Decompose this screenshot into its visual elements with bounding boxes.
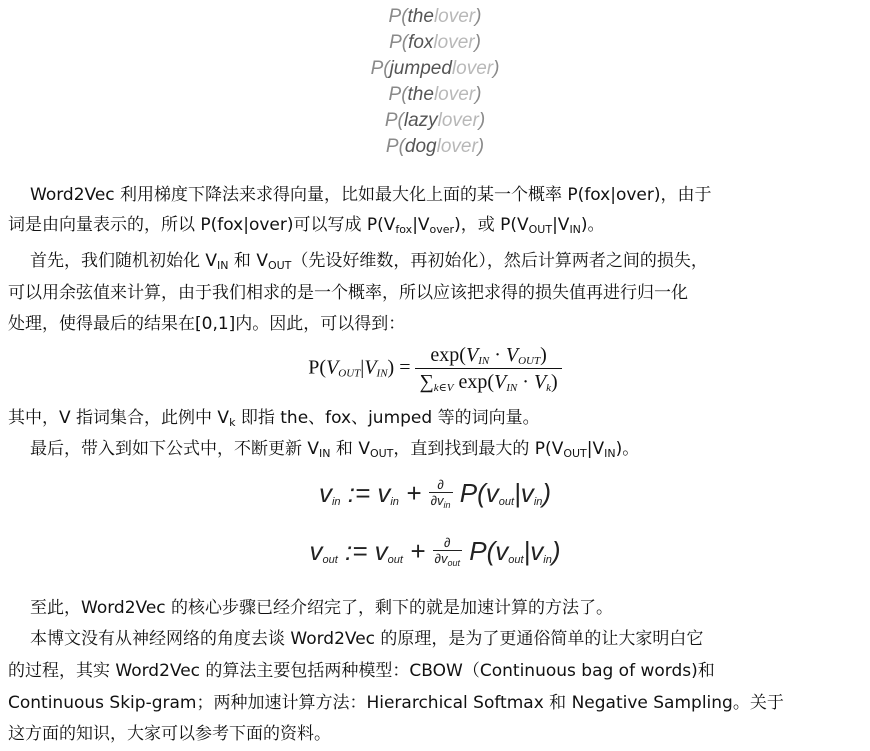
softmax-formula: $P(V_{OUT}|V_{IN})$ = $\frac{\exp(V_{IN} \cdot V_{OUT})}{\sum_{k\in V} \exp(V_{IN} \cdot V_k)}$: [0, 344, 870, 394]
para6-line4: 这方面的知识，大家可以参考下面的资料。: [8, 724, 331, 744]
para1-line1: Word2Vec 利用梯度下降法来求得向量，比如最大化上面的某一个概率 P(fox|over)，由于: [30, 185, 712, 205]
para2-line2: 可以用余弦值来计算，由于我们相求的是一个概率，所以应该把求得的损失值再进行归一化: [8, 283, 688, 303]
prob-row: P(thelover): [388, 84, 482, 105]
prob-row: P(doglover): [385, 136, 485, 157]
para2-line1: 首先，我们随机初始化 $V_{IN}$ 和 $V_{OUT}$（先设好维数，再初始化），然后计算两者之间的损失，: [30, 251, 708, 272]
prob-row: P(lazylover): [384, 110, 486, 131]
para6-line3: Continuous Skip-gram；两种加速计算方法：Hierarchical Softmax 和 Negative Sampling。关于: [8, 693, 784, 713]
prob-row: P(jumpedlover): [370, 58, 500, 79]
para5: 至此，Word2Vec 的核心步骤已经介绍完了，剩下的就是加速计算的方法了。: [30, 598, 614, 618]
para2-line3: 处理，使得最后的结果在[0,1]内。因此，可以得到：: [8, 314, 406, 334]
prob-row: P(foxlover): [389, 32, 481, 53]
para6-line2: 的过程，其实 Word2Vec 的算法主要包括两种模型：CBOW（Continuous bag of words)和: [8, 661, 715, 681]
update-rule-in: $v_{in}$ := $v_{in}$ + $\frac{\partial}{\partial v_{in}}$ $P(v_{out}|v_{in})$: [318, 477, 552, 511]
softmax-fraction: $\frac{\exp(V_{IN} \cdot V_{OUT})}{\sum_{k\in V} \exp(V_{IN} \cdot V_k)}$: [415, 344, 561, 394]
update-rule-out: $v_{out}$ := $v_{out}$ + $\frac{\partial}{\partial v_{out}}$ $P(v_{out}|v_{in})$: [309, 535, 561, 569]
prob-row: P(thelover): [388, 6, 482, 27]
para1-line2: 词是由向量表示的，所以 P(fox|over)可以写成 $P(V_{fox}|V_{over})$，或 $P(V_{OUT}|V_{IN})$。: [8, 215, 605, 236]
para4: 最后，带入到如下公式中，不断更新 $V_{IN}$ 和 $V_{OUT}$，直到找到最大的 $P(V_{OUT}|V_{IN})$。: [30, 439, 640, 460]
para3: 其中，V 指词集合，此例中 $V_k$ 即指 the、fox、jumped 等的词向量。: [8, 408, 540, 429]
para6-line1: 本博文没有从神经网络的角度去谈 Word2Vec 的原理，是为了更通俗简单的让大家明白它: [30, 629, 704, 649]
